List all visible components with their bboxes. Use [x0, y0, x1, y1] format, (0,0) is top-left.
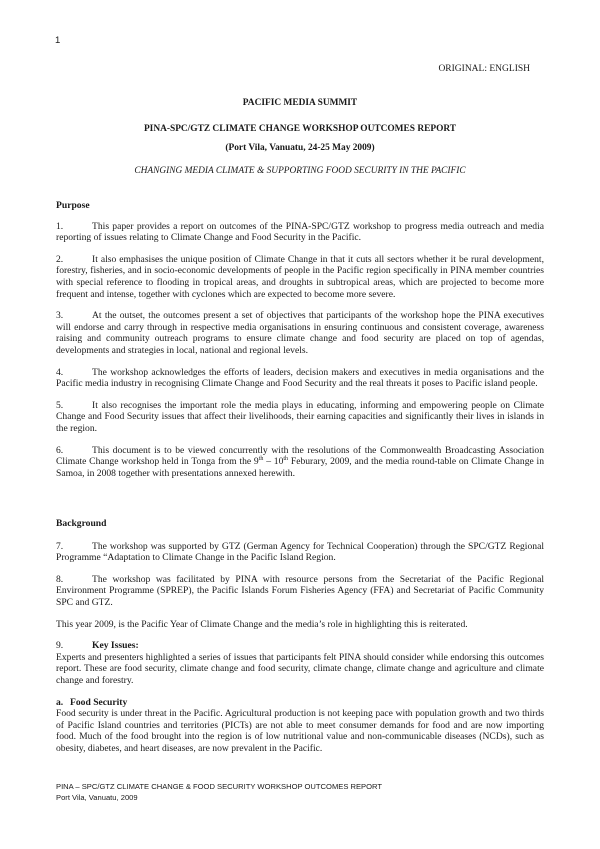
paragraph-number: 1.: [56, 220, 64, 232]
paragraph-number: 7.: [56, 540, 64, 552]
paragraph-text: At the outset, the outcomes present a set of objectives that participants of the workshop hope the PINA executives will endorse and carry through in respective media organisations in ensuring continuous and consistent coverage, awareness raising and community outreach programs to ensure climate change and food security are placed on top of agendas, developments and strategies in local, national and regional levels.: [56, 310, 544, 356]
paragraph-text: This paper provides a report on outcomes of the PINA-SPC/GTZ workshop to progress media outreach and media reporting of issues relating to Climate Change and Food Security in the Pacific.: [56, 220, 544, 244]
paragraph-number: 5.: [56, 399, 64, 411]
superscript: th: [258, 455, 264, 462]
key-issues-text: Experts and presenters highlighted a series of issues that participants felt PINA should consider while endorsing this outcomes report. These are food security, climate change and food security, climate change, climate change and agriculture and climate change and forestry.: [56, 651, 544, 686]
document-subtitle: PINA-SPC/GTZ CLIMATE CHANGE WORKSHOP OUTCOMES REPORT: [143, 124, 457, 134]
paragraph-text: The workshop was facilitated by PINA with resource persons from the Secretariat of the Pacific Regional Environment Programme (SPREP), the Pacific Islands Forum Fisheries Agency (FFA) and Secretariat of Pacific Community SPC and GTZ.: [56, 573, 544, 608]
paragraph-number: 8.: [56, 573, 64, 585]
page-number: 1: [55, 35, 61, 46]
paragraph-6: [56, 445, 544, 480]
original-language-label: ORIGINAL: ENGLISH: [438, 64, 530, 74]
paragraph-text: Feburary, 2009, and the media round-table on Climate Change in Samoa, in 2008 together with presentations annexed herewith.: [56, 456, 545, 479]
paragraph-text: This document is to be viewed concurrently with the resolutions of the Commonwealth Broadcasting Association Climate Change workshop held in Tonga from the 9: [56, 444, 544, 468]
paragraph-7: [56, 541, 544, 564]
paragraph-2: [56, 254, 544, 300]
paragraph-3: [56, 310, 544, 356]
food-security-heading-row: [56, 697, 544, 709]
background-section: [56, 518, 544, 755]
paragraph-number: 9.: [56, 640, 64, 652]
key-issues-heading: Key Issues:: [92, 640, 139, 652]
paragraph-number: 4.: [56, 366, 64, 378]
paragraph-text: It also emphasises the unique position of Climate Change in that it cuts all sectors whether it be rural development, forestry, fisheries, and in socio-economic developments of people in the Pacific region specifically in PINA member countries with special reference to flooding in tropical areas, and droughts in subtropical areas, which are projected to become more frequent and intense, together with cyclones which are expected to become more severe.: [56, 253, 544, 300]
footer-title: PINA – SPC/GTZ CLIMATE CHANGE & FOOD SECURITY WORKSHOP OUTCOMES REPORT: [56, 782, 383, 791]
paragraph-5: [56, 400, 544, 435]
purpose-section: [56, 200, 544, 479]
paragraph-8: [56, 574, 544, 609]
year-note: This year 2009, is the Pacific Year of Climate Change and the media’s role in highlighting this is reiterated.: [56, 618, 468, 630]
page-footer: [56, 781, 382, 803]
background-heading: Background: [56, 518, 107, 529]
paragraph-text: – 10: [263, 456, 284, 468]
document-title: PACIFIC MEDIA SUMMIT: [242, 98, 358, 108]
paragraph-number: 6.: [56, 444, 64, 456]
footer-location: Port Vila, Vanuatu, 2009: [56, 793, 138, 802]
tagline: CHANGING MEDIA CLIMATE & SUPPORTING FOOD SECURITY IN THE PACIFIC: [134, 166, 466, 176]
paragraph-number: 2.: [56, 253, 64, 265]
paragraph-text: The workshop acknowledges the efforts of leaders, decision makers and executives in media organisations and the Pacific media industry in recognising Climate Change and Food Security and the real threats it poses to Pacific island people.: [56, 366, 544, 390]
paragraph-text: The workshop was supported by GTZ (German Agency for Technical Cooperation) through the SPC/GTZ Regional Programme “Adaptation to Climate Change in the Pacific Island Region.: [56, 540, 544, 564]
subsection-label: a.: [56, 696, 64, 708]
paragraph-4: [56, 367, 544, 390]
superscript: th: [283, 455, 289, 462]
purpose-heading: Purpose: [56, 200, 90, 211]
key-issues-heading-row: [56, 640, 544, 652]
location-date: (Port Vila, Vanuatu, 24-25 May 2009): [225, 143, 375, 153]
paragraph-number: 3.: [56, 310, 64, 322]
food-security-heading: Food Security: [70, 696, 128, 708]
food-security-text: Food security is under threat in the Pacific. Agricultural production is not keeping pace with population growth and two thirds of Pacific Island countries and territories (PICTs) are not able to meet consumer demands for food and are now importing food. Much of the food brought into the region is of low nutritional value and non-communicable diseases (NCDs), such as obesity, diabetes, and heart diseases, are now prevalent in the Pacific.: [56, 708, 544, 754]
paragraph-1: [56, 221, 544, 244]
paragraph-text: It also recognises the important role the media plays in educating, informing and empowering people on Climate Change and Food Security issues that affect their livelihoods, their earning capacities and significantly their lives in islands in the region.: [56, 399, 544, 434]
